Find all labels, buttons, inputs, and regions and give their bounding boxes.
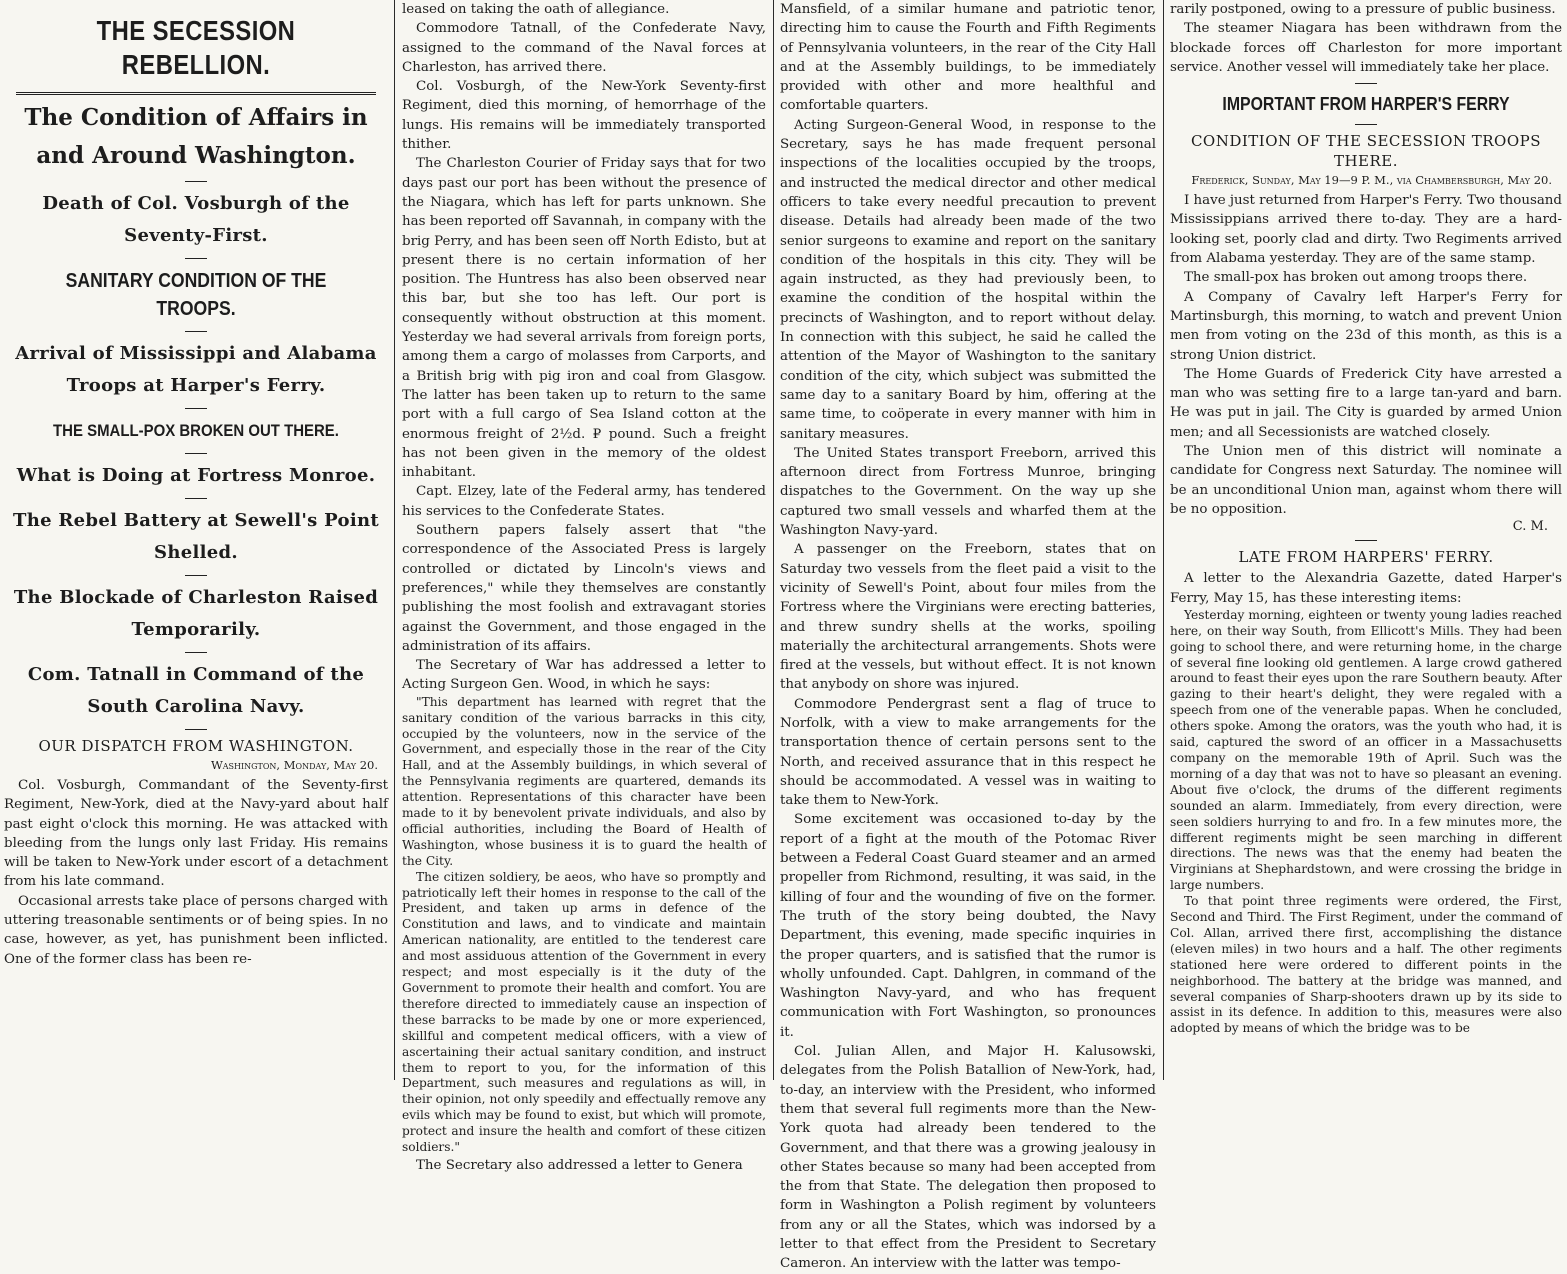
subheadline: LATE FROM HARPERS' FERRY. xyxy=(1238,548,1494,567)
paragraph: Capt. Elzey, late of the Federal army, has tendered his services to the Confederate States. xyxy=(402,484,766,519)
column-4 xyxy=(1166,0,1566,1080)
headline-battery: The Rebel Battery at Sewell's Point Shelled. xyxy=(13,510,379,563)
paragraph: A Company of Cavalry left Harper's Ferry for Martinsburgh, this morning, to watch and prevent Union men from voting on the 23d of this month, as this is a strong Union district. xyxy=(1170,289,1562,363)
column-2 xyxy=(398,0,770,1173)
paragraph: The small-pox has broken out among troops there. xyxy=(1184,270,1528,286)
paragraph: leased on taking the oath of allegiance. xyxy=(402,2,670,17)
subheadline: CONDITION OF THE SECESSION TROOPS THERE. xyxy=(1190,132,1542,171)
paragraph: Mansfield, of a similar humane and patriotic tenor, directing him to cause the Fourth and Fifth Regiments of Pennsylvania volunteers, in the rear of the City Hall and at the Assembly buildings, to be immediately provided with other and more healthful and comfortable quarters. xyxy=(780,2,1156,114)
paragraph: The Charleston Courier of Friday says that for two days past our port has been without the presence of the Niagara, which has left for parts unknown. She has been reported off Savannah, in company with the brig Perry, and has been seen off North Edisto, but at present there is no certain information of her position. The Huntress has also been observed near this bar, but she too has left. Our port is consequently without obstruction at this moment. Yesterday we had several arrivals from foreign ports, among them a cargo of molasses from Carports, and a British brig with pig iron and coal from Glasgow. The latter has been taken up to return to the same port with a full cargo of Sea Island cotton at the enormous freight of 2½d. ₽ pound. Such a freight has not been given in the memory of the oldest inhabitant. xyxy=(402,156,766,481)
paragraph: The Union men of this district will nominate a candidate for Congress next Saturday. The nominee will be an unconditional Union man, against whom there will be no opposition. xyxy=(1170,444,1562,517)
headline-arrival: Arrival of Mississippi and Alabama Troops at Harper's Ferry. xyxy=(15,343,377,396)
divider xyxy=(185,575,207,576)
column-1 xyxy=(0,0,392,1080)
paragraph: The Home Guards of Frederick City have arrested a man who was setting fire to a large tan-yard and barn. He was put in jail. The City is guarded by armed Union men; and all Secessionists are watched closely. xyxy=(1170,366,1562,440)
paragraph: Col. Vosburgh, Commandant of the Seventy-first Regiment, New-York, died at the Navy-yard about half past eight o'clock this morning. He was attacked with bleeding from the lungs only last Friday. His remains will be taken to New-York under escort of a detachment from his late command. xyxy=(4,778,388,890)
column-rule xyxy=(1163,0,1164,1080)
paragraph: Southern papers falsely assert that "the correspondence of the Associated Press is largely controlled or dictated by Lincoln's views and preferences," while they themselves are constantly publishing the most foolish and extravagant stories against the Government, and those engaged in the administration of its affairs. xyxy=(402,523,766,654)
paragraph: Acting Surgeon-General Wood, in response to the Secretary, says he has made frequent personal inspections of the localities occupied by the troops, and instructed the medical director and other medical officers to take every needful precaution to prevent disease. Details had already been made of the two senior surgeons to examine and report on the sanitary condition of the hospitals in this city. They will be again instructed, as they had previously been, to examine the condition of the hospital within the precincts of Washington, and to report without delay. In connection with this subject, he said he called the attention of the Mayor of Washington to the sanitary condition of the city, which subject was submitted the same day to a sanitary Board by him, offering at the same time, to coöperate in every manner with him in sanitary measures. xyxy=(780,117,1156,442)
paragraph: Col. Vosburgh, of the New-York Seventy-first Regiment, died this morning, of hemorrhage of the lungs. His remains will be immediately transported thither. xyxy=(402,79,766,153)
paragraph: Col. Julian Allen, and Major H. Kalusowski, delegates from the Polish Batallion of New-York, had, to-day, an interview with the President, who informed them that several full regiments more than the New-York quota had already been tendered to the Government, and that there was a growing jealousy in other States because so many had been accepted from the from that State. The delegation then proposed to form in Washington a Polish regiment by volunteers from any or all the States, which was indorsed by a letter to that effect from the President to Secretary Cameron. An interview with the latter was tempo- xyxy=(780,1044,1156,1272)
paragraph: "This department has learned with regret that the sanitary condition of the various barracks in this city, occupied by the volunteers, now in the service of the Government, and especially those in the rear of the City Hall, and at the Assembly buildings, in which several of the Pennsylvania regiments are quartered, demands its attention. Representations of this character have been made to it by benevolent private individuals, and also by official authorities, including the Board of Health of Washington, whose business it is to guard the health of the City. xyxy=(402,694,766,868)
divider xyxy=(16,92,376,95)
headline-smallpox: THE SMALL-POX BROKEN OUT THERE. xyxy=(53,421,339,440)
headline-sanitary: SANITARY CONDITION OF THE TROOPS. xyxy=(65,270,327,320)
divider xyxy=(185,652,207,653)
paragraph: Some excitement was occasioned to-day by the report of a fight at the mouth of the Potomac River between a Federal Coast Guard steamer and an armed propeller from Richmond, resulting, it was said, in the killing of four and the wounding of five on the former. The truth of the story being doubted, the Navy Department, this evening, made specific inquiries in the proper quarters, and is satisfied that the rumor is wholly unfounded. Capt. Dahlgren, in command of the Washington Navy-yard, and who has frequent communication with Fort Washington, so pronounces it. xyxy=(780,812,1156,1040)
divider xyxy=(185,729,207,730)
divider xyxy=(185,498,207,499)
masthead-title: THE SECESSION REBELLION. xyxy=(96,15,296,80)
divider xyxy=(185,258,207,259)
divider xyxy=(185,181,207,182)
paragraph: Occasional arrests take place of persons charged with uttering treasonable sentiments or of being spies. In no case, however, as yet, has punishment been inflicted. One of the former class has been re- xyxy=(4,893,388,967)
headline-vosburgh: Death of Col. Vosburgh of the Seventy-First. xyxy=(42,193,350,246)
headline-condition: The Condition of Affairs in and Around Washington. xyxy=(24,104,368,169)
column-rule xyxy=(394,0,395,1080)
divider xyxy=(185,453,207,454)
paragraph: A passenger on the Freeborn, states that on Saturday two vessels from the fleet paid a visit to the vicinity of Sewell's Point, about four miles from the Fortress where the Virginians were erecting batteries, and threw sundry shells at the works, spoiling materially the architectural arrangements. Shots were fired at the vessels, but without effect. It is not known that anybody on shore was injured. xyxy=(780,542,1156,693)
divider xyxy=(185,408,207,409)
headline-tatnall: Com. Tatnall in Command of the South Carolina Navy. xyxy=(27,664,365,717)
dateline: Washington, Monday, May 20. xyxy=(210,758,378,772)
paragraph: A letter to the Alexandria Gazette, dated Harper's Ferry, May 15, has these interesting items: xyxy=(1170,571,1562,606)
divider xyxy=(1355,124,1377,125)
paragraph: Yesterday morning, eighteen or twenty young ladies reached here, on their way South, from Ellicott's Mills. They had been going to school there, and were returning home, in the charge of several fine looking old gentlemen. A large crowd gathered around to feast their eyes upon the rare Southern beauty. After gazing to their heart's delight, they were regaled with a speech from one of the venerable papas. When he concluded, others spoke. Among the orators, was the youth who had, it is said, captured the sword of an officer in a Massachusetts company on the memorable 19th of April. Such was the morning of a day that was not to have so pleasant an evening. About five o'clock, the drums of the different regiments sounded an alarm. Immediately, from every direction, were seen soldiers hurrying to and fro. In a few minutes more, the different regiments might be seen marching in different directions. The news was that the enemy had beaten the Virginians at Shephardstown, and were crossing the bridge in large numbers. xyxy=(1170,607,1562,893)
paragraph: The Secretary also addressed a letter to Genera xyxy=(416,1157,743,1173)
headline-fortress: What is Doing at Fortress Monroe. xyxy=(16,465,376,486)
divider xyxy=(1355,83,1377,84)
paragraph: The steamer Niagara has been withdrawn from the blockade forces off Charleston for more important service. Another vessel will immediately take her place. xyxy=(1170,21,1562,75)
headline-blockade: The Blockade of Charleston Raised Temporarily. xyxy=(13,587,379,640)
signature: C. M. xyxy=(1512,519,1548,535)
divider xyxy=(185,331,207,332)
paragraph: Commodore Tatnall, of the Confederate Navy, assigned to the command of the Naval forces at Charleston, has arrived there. xyxy=(402,21,766,75)
dateline: Frederick, Sunday, May 19—9 P. M., via Chambersburgh, May 20. xyxy=(1191,173,1552,188)
dispatch-heading: OUR DISPATCH FROM WASHINGTON. xyxy=(38,737,354,755)
paragraph: The United States transport Freeborn, arrived this afternoon direct from Fortress Munroe, bringing dispatches to the Government. On the way up she captured two small vessels and wharfed them at the Washington Navy-yard. xyxy=(780,445,1156,539)
paragraph: To that point three regiments were ordered, the First, Second and Third. The First Regiment, under the command of Col. Allan, arrived there first, accomplishing the distance (eleven miles) in two hours and a half. The other regiments stationed here were ordered to different points in the neighborhood. The battery at the bridge was manned, and several companies of Sharp-shooters drawn up by its side to assist in its defence. In addition to this, measures were also adopted by means of which the bridge was to be xyxy=(1170,894,1562,1036)
paragraph: I have just returned from Harper's Ferry. Two thousand Mississippians arrived there to-day. They are a hard-looking set, poorly clad and dirty. Two Regiments arrived from Alabama yesterday. They are of the same stamp. xyxy=(1170,193,1562,267)
divider xyxy=(1355,540,1377,541)
column-3 xyxy=(776,0,1160,1272)
paragraph: rarily postponed, owing to a pressure of public business. xyxy=(1170,2,1556,17)
paragraph: Commodore Pendergrast sent a flag of truce to Norfolk, with a view to make arrangements for the transportation thence of certain persons sent to the North, and received assurance that in this respect he should be accommodated. A vessel was in waiting to take them to New-York. xyxy=(780,696,1156,809)
paragraph: The Secretary of War has addressed a letter to Acting Surgeon Gen. Wood, in which he says: xyxy=(402,658,766,693)
headline-harpers-ferry: IMPORTANT FROM HARPER'S FERRY xyxy=(1222,94,1510,115)
column-rule xyxy=(773,0,774,1080)
paragraph: The citizen soldiery, be aeos, who have so promptly and patriotically left their homes in response to the call of the President, and taken up arms in defence of the Constitution and laws, and to vindicate and maintain American nationality, are entitled to the tenderest care and most assiduous attention of the Government in every respect; and most especially is it the duty of the Government to promote their health and comfort. You are therefore directed to immediately cause an inspection of these barracks to be made by one or more experienced, skillful and competent medical officers, with a view of ascertaining their actual sanitary condition, and instruct them to report to you, for the information of this Department, such measures and regulations as will, in their opinion, not only speedily and effectually remove any evils which may be found to exist, but which will promote, protect and insure the health and comfort of these citizen soldiers." xyxy=(402,869,766,1155)
